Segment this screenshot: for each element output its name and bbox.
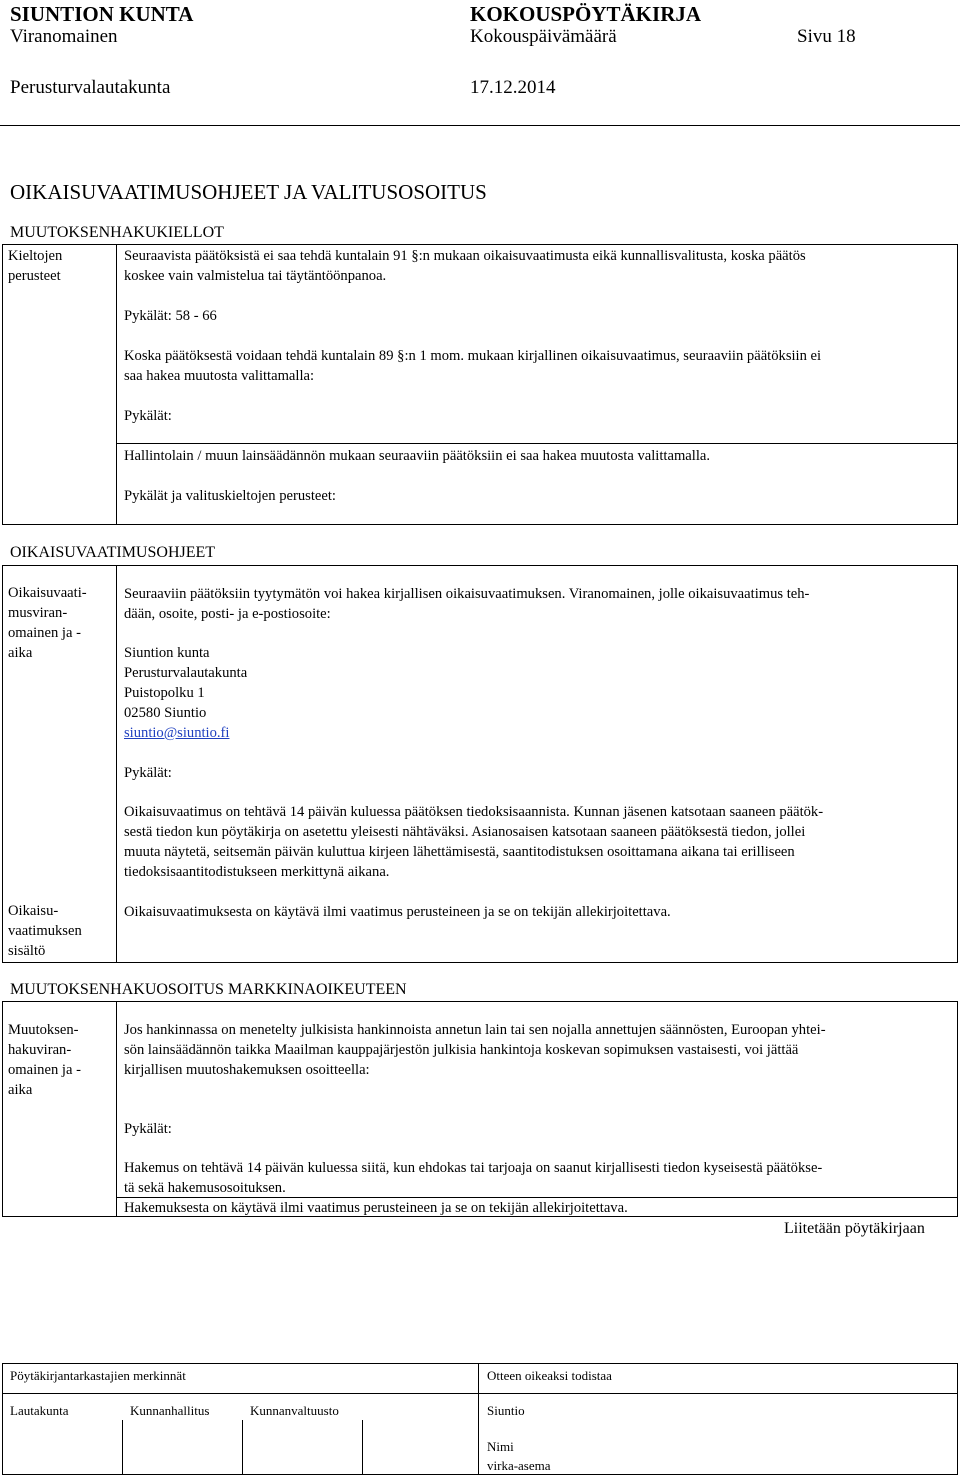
footer-top-border bbox=[2, 1363, 958, 1364]
sec3-left-border bbox=[2, 1001, 3, 1216]
sec2-p3: Oikaisuvaatimuksesta on käytävä ilmi vaatimus perusteineen ja se on tekijän allekirjoitettava. bbox=[124, 904, 671, 920]
sec2-col-divider bbox=[116, 565, 117, 962]
label-appeal-line2: hakuviran- bbox=[8, 1042, 72, 1058]
sec3-pykalat: Pykälät: bbox=[124, 1121, 172, 1137]
authority-name: Perusturvalautakunta bbox=[10, 77, 171, 98]
sec1-p3: Hallintolain / muun lainsäädännön mukaan seuraaviin päätöksiin ei saa hakea muutosta valittamalla. bbox=[124, 448, 711, 464]
sec2-p2-line1: Oikaisuvaatimus on tehtävä 14 päivän kuluessa päätöksen tiedoksisaannista. Kunnan jäsenen katsotaan saaneen päätök- bbox=[124, 804, 824, 820]
sec1-p2-line1: Koska päätöksestä voidaan tehdä kuntalain 89 §:n 1 mom. mukaan kirjallinen oikaisuvaatimus, seuraaviin päätöksiin ei bbox=[124, 348, 822, 364]
meeting-date: 17.12.2014 bbox=[470, 77, 556, 98]
label-grounds-line2: perusteet bbox=[8, 268, 61, 284]
footer-col-divider-2 bbox=[242, 1420, 243, 1474]
header-divider bbox=[0, 125, 960, 126]
label-authority-line3: omainen ja - bbox=[8, 625, 81, 641]
sec2-top-border bbox=[2, 565, 958, 566]
doc-type: KOKOUSPÖYTÄKIRJA bbox=[470, 2, 702, 26]
address-line1: Siuntion kunta bbox=[124, 645, 210, 661]
label-appeal-line1: Muutoksen- bbox=[8, 1022, 79, 1038]
label-authority-line4: aika bbox=[8, 645, 33, 661]
sec3-p2-line2: tä sekä hakemusosoituksen. bbox=[124, 1180, 286, 1196]
sec2-pykalat: Pykälät: bbox=[124, 765, 172, 781]
sec1-pykalat3: Pykälät ja valituskieltojen perusteet: bbox=[124, 488, 336, 504]
label-authority-line2: musviran- bbox=[8, 605, 68, 621]
sec3-p1-line1: Jos hankinnassa on menetelty julkisista hankinnoista annetun lain tai sen nojalla annettujen säännösten, Euroopan yhtei- bbox=[124, 1022, 826, 1038]
footer-name: Nimi bbox=[487, 1439, 514, 1454]
address-line4: 02580 Siuntio bbox=[124, 705, 207, 721]
label-appeal-line4: aika bbox=[8, 1082, 33, 1098]
footer-mid-border bbox=[478, 1363, 479, 1474]
section-heading-prohibitions: MUUTOKSENHAKUKIELLOT bbox=[10, 224, 224, 241]
page-title: OIKAISUVAATIMUSOHJEET JA VALITUSOSOITUS bbox=[10, 180, 487, 204]
sec1-p2-line2: saa hakea muutosta valittamalla: bbox=[124, 368, 315, 384]
label-appeal-line3: omainen ja - bbox=[8, 1062, 81, 1078]
sec2-p2-line4: tiedoksisaantitodistukseen merkittynä aikana. bbox=[124, 864, 390, 880]
label-content-line2: vaatimuksen bbox=[8, 923, 82, 939]
sec1-bottom-border bbox=[2, 524, 958, 525]
address-line2: Perusturvalautakunta bbox=[124, 665, 248, 681]
label-content-line1: Oikaisu- bbox=[8, 903, 59, 919]
sec1-pykalat1: Pykälät: 58 - 66 bbox=[124, 308, 217, 324]
label-content-line3: sisältö bbox=[8, 943, 46, 959]
page-number: Sivu 18 bbox=[797, 26, 856, 47]
footer-col-board: Lautakunta bbox=[10, 1403, 69, 1418]
sec3-right-border bbox=[957, 1001, 958, 1216]
sec2-bottom-border bbox=[2, 962, 958, 963]
footer-left-border bbox=[2, 1363, 3, 1474]
email-link[interactable]: siuntio@siuntio.fi bbox=[124, 725, 230, 741]
address-line3: Puistopolku 1 bbox=[124, 685, 205, 701]
sec3-p1-line3: kirjallisen muutoshakemuksen osoitteella: bbox=[124, 1062, 370, 1078]
attach-note: Liitetään pöytäkirjaan bbox=[784, 1220, 925, 1237]
sec3-p1-line2: sön lainsäädännön taikka Maailman kauppajärjestön julkisia hankintoja koskevan sopimuksen vastaisesti, voi jättää bbox=[124, 1042, 799, 1058]
sec2-right-border bbox=[957, 565, 958, 962]
footer-position: virka-asema bbox=[487, 1458, 551, 1473]
sec2-p1-line2: dään, osoite, posti- ja e-postiosoite: bbox=[124, 606, 331, 622]
label-authority-line1: Oikaisuvaati- bbox=[8, 585, 87, 601]
sec1-left-border bbox=[2, 244, 3, 524]
section-heading-rectification: OIKAISUVAATIMUSOHJEET bbox=[10, 544, 216, 561]
footer-col-divider-1 bbox=[122, 1420, 123, 1474]
sec1-right-border bbox=[957, 244, 958, 524]
sec2-left-border bbox=[2, 565, 3, 962]
sec2-p2-line3: muuta näytetä, seitsemän päivän kuluttua kirjeen lähettämisestä, saantitodistuksen osoittamana aikana tai erilliseen bbox=[124, 844, 795, 860]
footer-col-council: Kunnanvaltuusto bbox=[250, 1403, 339, 1418]
sec1-pykalat2: Pykälät: bbox=[124, 408, 172, 424]
org-name: SIUNTION KUNTA bbox=[10, 2, 194, 26]
date-label: Kokouspäivämäärä bbox=[470, 26, 617, 47]
footer-col-executive: Kunnanhallitus bbox=[130, 1403, 210, 1418]
sec2-p2-line2: sestä tiedon kun pöytäkirja on asetettu yleisesti nähtäväksi. Asianosaisen katsotaan saaneen päätöksestä tiedon, jollei bbox=[124, 824, 806, 840]
sec1-top-border bbox=[2, 244, 958, 245]
section-heading-market-court: MUUTOKSENHAKUOSOITUS MARKKINAOIKEUTEEN bbox=[10, 981, 407, 998]
footer-col-divider-3 bbox=[362, 1420, 363, 1474]
footer-place: Siuntio bbox=[487, 1403, 525, 1418]
sec3-top-border bbox=[2, 1001, 958, 1002]
sec1-col-divider bbox=[116, 244, 117, 524]
sec1-p1-line1: Seuraavista päätöksistä ei saa tehdä kuntalain 91 §:n mukaan oikaisuvaatimusta eikä kunnallisvalitusta, koska päätös bbox=[124, 248, 806, 264]
authority-label: Viranomainen bbox=[10, 26, 118, 47]
sec1-inner-divider bbox=[116, 443, 958, 444]
sec2-p1-line1: Seuraaviin päätöksiin tyytymätön voi hakea kirjallisen oikaisuvaatimuksen. Viranomainen, jolle oikaisuvaatimus teh- bbox=[124, 586, 810, 602]
footer-inspectors: Pöytäkirjantarkastajien merkinnät bbox=[10, 1368, 186, 1383]
sec3-p3: Hakemuksesta on käytävä ilmi vaatimus perusteineen ja se on tekijän allekirjoitettava. bbox=[124, 1200, 628, 1216]
sec1-p1-line2: koskee vain valmistelua tai täytäntöönpanoa. bbox=[124, 268, 387, 284]
sec3-col-divider bbox=[116, 1001, 117, 1216]
sec3-p2-line1: Hakemus on tehtävä 14 päivän kuluessa siitä, kun ehdokas tai tarjoaja on saanut kirjallisesti tiedon kyseisestä päätökse- bbox=[124, 1160, 823, 1176]
footer-certified: Otteen oikeaksi todistaa bbox=[487, 1368, 612, 1383]
footer-right-border bbox=[957, 1363, 958, 1474]
label-grounds-line1: Kieltojen bbox=[8, 248, 63, 264]
footer-row-divider bbox=[2, 1393, 958, 1394]
